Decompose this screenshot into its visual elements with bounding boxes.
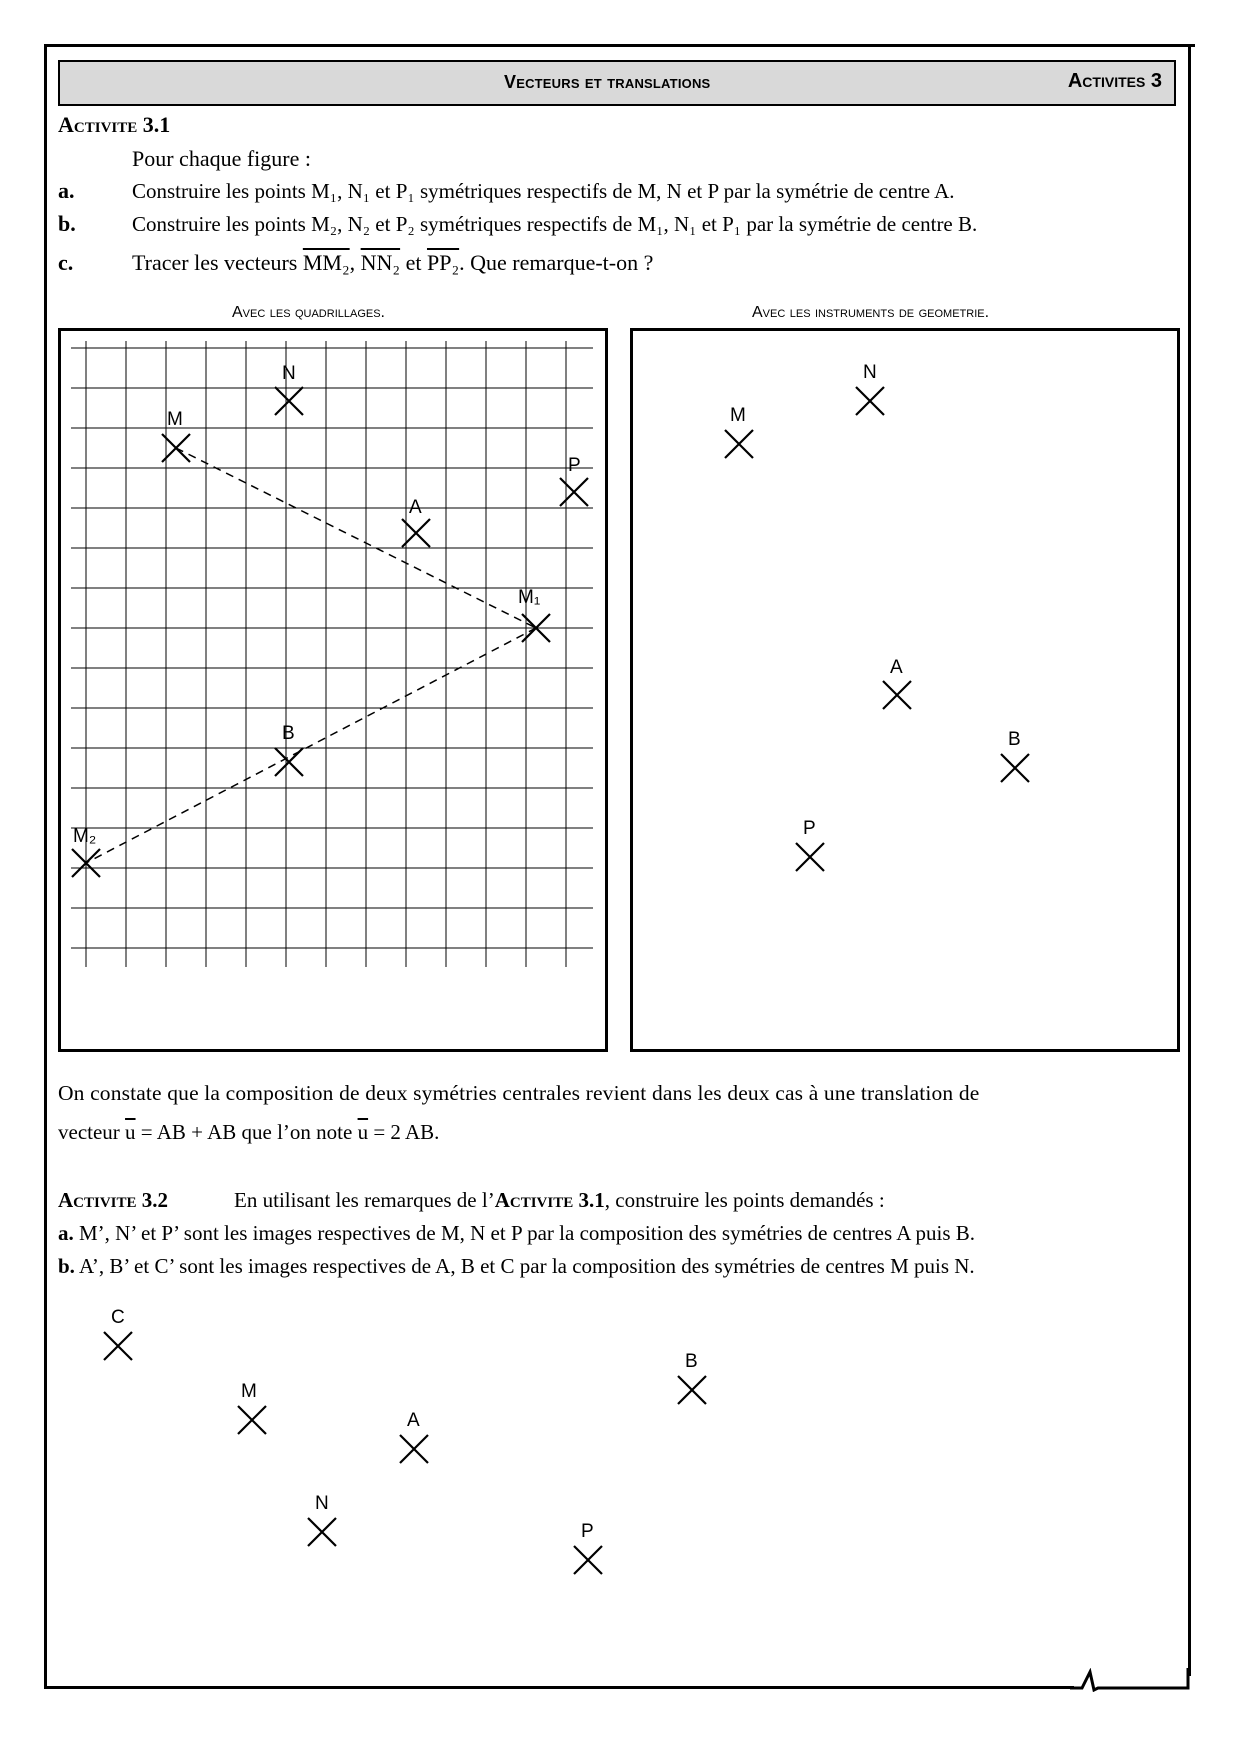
cross-m-icon	[725, 430, 753, 458]
label-b: B	[1008, 729, 1021, 750]
label-b: B	[282, 723, 295, 744]
act31-c-label: c.	[58, 250, 74, 275]
act31-c-post: . Que remarque-t-on ?	[459, 250, 654, 275]
act31-intro: Pour chaque figure :	[132, 146, 311, 171]
label-a: A	[407, 1410, 420, 1431]
cross-a-icon	[400, 1435, 428, 1463]
grid-figure	[58, 328, 608, 1052]
act32-b-text: A’, B’ et C’ sont les images respectives de A, B et C par la composition des symétries de centres M puis N.	[79, 1254, 975, 1278]
page-corner-mark	[1070, 1668, 1190, 1692]
label-p: P	[803, 818, 816, 839]
label-m: M	[730, 405, 746, 426]
label-p: P	[568, 455, 581, 476]
vector-mm2: MM₂	[302, 250, 350, 275]
act31-b-text: Construire les points M₂, N₂ et P₂ symétriques respectifs de M₁, N₁ et P₁ par la symétrie de centre B.	[132, 212, 978, 236]
vector-pp2: PP₂	[426, 250, 460, 275]
act31-c-sep2: et	[405, 250, 422, 275]
label-n: N	[863, 362, 877, 383]
cross-p-icon	[560, 478, 588, 506]
cross-b-icon	[275, 748, 303, 776]
cross-p-icon	[574, 1546, 602, 1574]
label-c: C	[111, 1307, 125, 1328]
cross-m-icon	[238, 1406, 266, 1434]
conclusion-line1: On constate que la composition de deux symétries centrales revient dans les deux cas à une translation de	[58, 1081, 980, 1105]
vector-u: $\overline{u}$	[125, 1120, 136, 1144]
header-activity: Activites 3	[1067, 70, 1162, 92]
act32-a	[58, 1220, 975, 1246]
act32-b-label: b.	[58, 1254, 75, 1278]
act32-b	[58, 1253, 975, 1279]
act32-intro: En utilisant les remarques de l’	[234, 1188, 495, 1212]
label-b: B	[685, 1351, 698, 1372]
act32-a-text: M’, N’ et P’ sont les images respectives de M, N et P par la composition des symétries de centres A puis B.	[79, 1221, 976, 1245]
label-m: M	[241, 1381, 257, 1402]
cross-b-icon	[1001, 754, 1029, 782]
act31-title: Activite 3.1	[58, 112, 171, 137]
label-m2: M₂	[73, 826, 97, 847]
conclusion-pre: vecteur	[58, 1120, 120, 1144]
cross-n-icon	[856, 387, 884, 415]
grid-lines	[71, 341, 593, 967]
grid-crosses	[72, 387, 588, 877]
cross-n-icon	[275, 387, 303, 415]
construction-lines	[86, 448, 536, 863]
vector-u-2: $\overline{u}$	[357, 1120, 369, 1144]
cross-b-icon	[678, 1376, 706, 1404]
act32-ref: Activite 3.1	[494, 1188, 605, 1212]
act31-c-pre: Tracer les vecteurs	[132, 250, 298, 275]
conclusion-mid: que l’on note	[241, 1120, 353, 1144]
instruments-figure	[630, 328, 1180, 1052]
act31-b-label: b.	[58, 211, 76, 236]
segment-m-m1	[176, 448, 536, 628]
cross-p-icon	[796, 843, 824, 871]
act31-c-sep1: ,	[349, 250, 356, 275]
instruments-crosses	[725, 387, 1029, 871]
caption-grid: Avec les quadrillages.	[232, 304, 385, 321]
instruments-canvas	[633, 331, 1177, 1049]
bottom-labels	[111, 1307, 698, 1542]
cross-a-icon	[883, 681, 911, 709]
header-bar	[58, 60, 1176, 106]
conclusion-eq2: = 2 AB.	[373, 1120, 440, 1144]
vector-nn2: NN₂	[360, 250, 401, 275]
cross-c-icon	[104, 1332, 132, 1360]
grid-labels	[73, 363, 581, 847]
label-n: N	[282, 363, 296, 384]
conclusion-eq1: = AB + AB	[140, 1120, 237, 1144]
label-a: A	[409, 497, 422, 518]
cross-n-icon	[308, 1518, 336, 1546]
label-p: P	[581, 1521, 594, 1542]
header-title: Vecteurs et translations	[504, 72, 711, 92]
label-m: M	[167, 409, 183, 430]
act32-intro-end: , construire les points demandés :	[604, 1188, 885, 1212]
grid-canvas	[61, 331, 605, 1049]
conclusion-line2	[58, 1119, 439, 1145]
act31-a-label: a.	[58, 178, 75, 203]
act32-title: Activite 3.2	[58, 1188, 169, 1212]
page-frame-bottom	[44, 1686, 1074, 1689]
act31-c-text	[132, 250, 653, 276]
label-n: N	[315, 1493, 329, 1514]
act32-a-label: a.	[58, 1221, 74, 1245]
page-frame-right	[1188, 44, 1191, 1676]
instruments-labels	[730, 362, 1021, 839]
caption-instruments: Avec les instruments de geometrie.	[752, 304, 990, 321]
act31-a-text: Construire les points M₁, N₁ et P₁ symétriques respectifs de M, N et P par la symétrie de centre A.	[132, 179, 955, 203]
act32-header	[58, 1187, 885, 1213]
label-a: A	[890, 657, 903, 678]
bottom-crosses	[104, 1332, 706, 1574]
bottom-figure	[58, 1290, 1158, 1620]
label-m1: M₁	[518, 587, 541, 608]
